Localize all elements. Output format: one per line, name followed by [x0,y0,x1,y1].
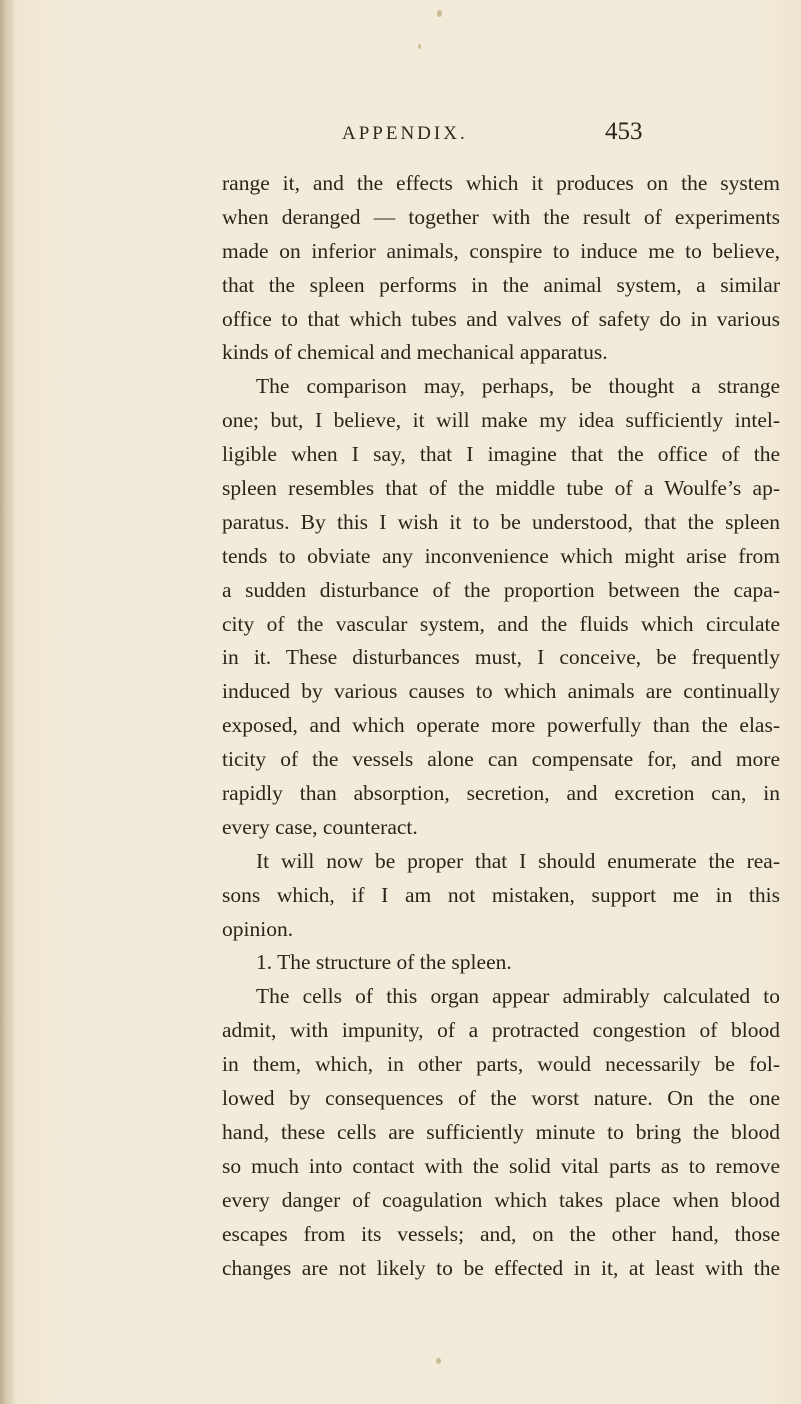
paper-speck [436,1358,441,1364]
text-line: every case, counteract. [222,814,418,839]
paper-speck [437,10,442,17]
text-line: sons which, if I am not mistaken, support me in this [222,882,780,907]
text-line: a sudden disturbance of the proportion between the capa- [222,577,780,602]
text-line: so much into contact with the solid vital parts as to remove [222,1153,780,1178]
text-line: exposed, and which operate more powerfully than the elas- [222,713,780,738]
text-line: every danger of coagulation which takes place when blood [222,1187,780,1212]
text-line: in them, which, in other parts, would necessarily be fol- [222,1052,780,1077]
text-line: spleen resembles that of the middle tube of a Woulfe’s ap- [222,476,780,501]
text-line: that the spleen performs in the animal system, a similar [222,272,780,297]
text-line: made on inferior animals, conspire to induce me to believe, [222,238,780,263]
text-line: when deranged — together with the result of experiments [222,204,780,229]
text-line: ticity of the vessels alone can compensate for, and more [222,747,780,772]
text-line: changes are not likely to be effected in it, at least with the [222,1255,780,1280]
text-line: The cells of this organ appear admirably calculated to [256,984,780,1009]
text-line: kinds of chemical and mechanical apparatus. [222,340,608,365]
text-line: lowed by consequences of the worst nature. On the one [222,1086,780,1111]
page-header [0,118,801,158]
text-line: range it, and the effects which it produces on the system [222,171,780,195]
section-heading: 1. The structure of the spleen. [256,950,512,975]
text-line: opinion. [222,916,294,941]
text-line: rapidly than absorption, secretion, and excretion can, in [222,781,780,806]
text-line: tends to obviate any inconvenience which might arise from [222,543,780,568]
text-line: one; but, I believe, it will make my idea sufficiently intel- [222,408,780,433]
text-line: escapes from its vessels; and, on the other hand, those [222,1221,780,1246]
body-text [222,167,780,1285]
text-line: It will now be proper that I should enumerate the rea- [256,848,780,873]
text-line: ligible when I say, that I imagine that the office of the [222,442,780,467]
running-head: APPENDIX. [342,123,468,144]
text-line: admit, with impunity, of a protracted congestion of blood [222,1018,780,1043]
text-line: hand, these cells are sufficiently minute to bring the blood [222,1119,780,1144]
text-line: induced by various causes to which animals are continually [222,679,780,704]
page-gutter [0,0,14,1404]
text-line: The comparison may, perhaps, be thought a strange [256,374,780,399]
page-number: 453 [605,118,643,145]
paper-speck [418,44,421,49]
text-line: in it. These disturbances must, I conceive, be frequently [222,645,780,670]
text-line: paratus. By this I wish it to be understood, that the spleen [222,509,780,534]
text-line: office to that which tubes and valves of safety do in various [222,306,780,331]
text-line: city of the vascular system, and the fluids which circulate [222,611,780,636]
